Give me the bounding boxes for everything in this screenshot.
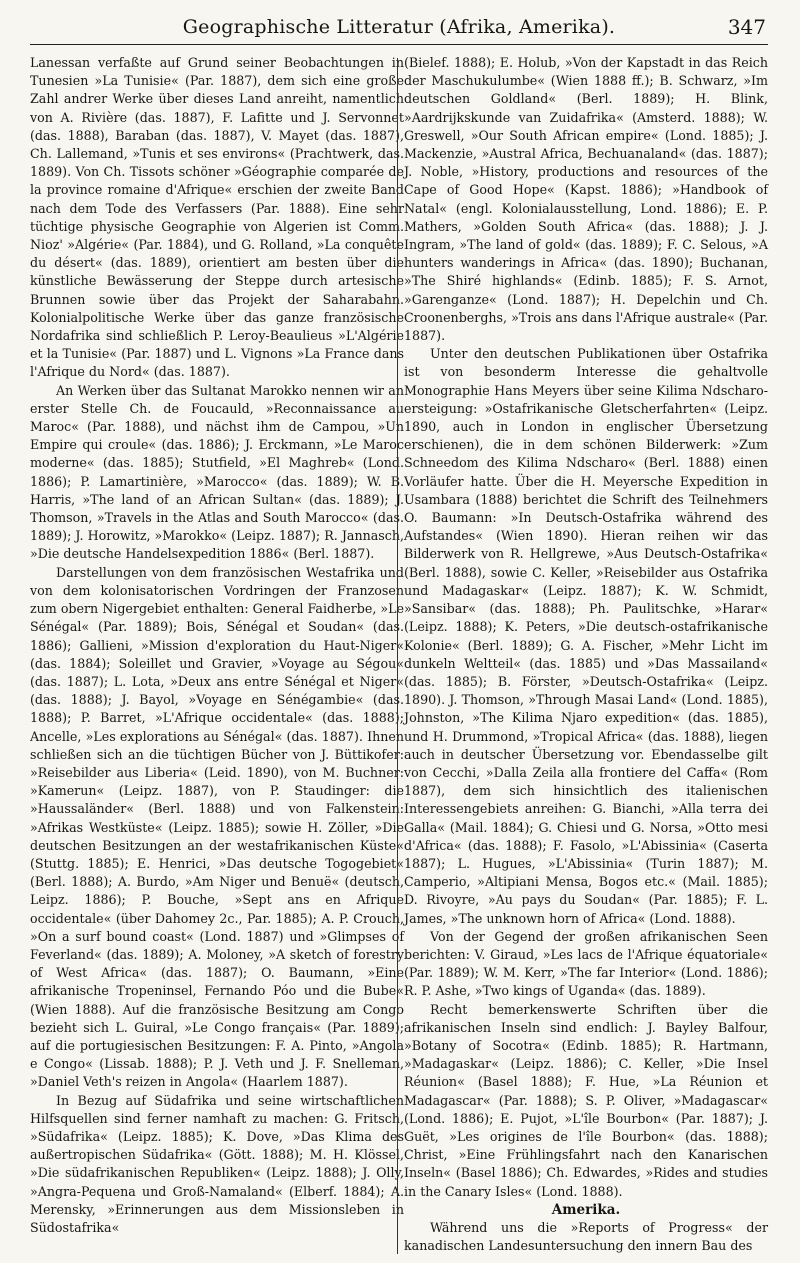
page-number: 347: [727, 15, 766, 39]
running-title: Geographische Litteratur (Afrika, Amerika).: [182, 16, 616, 38]
paragraph: Darstellungen von dem französischen Westafrika und von dem kolonisatorischen Vordringen der Franzosen zum obern Nigergebiet enthalten: General Faidherbe, »Le Sénégal« (Par. 1889); Bois, Sénégal et Soudan« (das. 1886); Gallieni, »Mission d'exploration du Haut-Niger« (das. 1884); Soleillet und Gravier, »Voyage au Ségou« (das. 1887); L. Lota, »Deux ans entre Sénégal et Niger« (das. 1888); J. Bayol, »Voyage en Sénégambie« (das. 1888); P. Barret, »L'Afrique occidentale« (das. 1888); Ancelle, »Les explorations au Sénégal« (das. 1887). Ihnen schließen sich an die tüchtigen Bücher von J. Büttikofer: »Reisebilder aus Liberia« (Leid. 1890), von M. Buchner: »Kamerun« (Leipz. 1887), von P. Staudinger: die »Haussaländer« (Berl. 1888) und von Falkenstein: »Afrikas Westküste« (Leipz. 1885); sowie H. Zöller, »Die deutschen Besitzungen an der westafrikanischen Küste« (Stuttg. 1885); E. Henrici, »Das deutsche Togogebiet« (Berl. 1888); A. Burdo, »Am Niger und Benuë« (deutsch, Leipz. 1886); P. Bouche, »Sept ans en Afrique occidentale« (über Dahomey 2c., Par. 1885); A. P. Crouch, »On a surf bound coast« (Lond. 1887) und »Glimpses of Feverland« (das. 1889); A. Moloney, »A sketch of forestry of West Africa« (das. 1887); O. Baumann, »Eine afrikanische Tropeninsel, Fernando Póo und die Bube« (Wien 1888). Auf die französische Besitzung am Congo bezieht sich L. Guiral, »Le Congo français« (Par. 1889); auf die portugiesischen Besitzungen: F. A. Pinto, »Angola e Congo« (Lissab. 1888); P. J. Veth und J. F. Snelleman, »Daniel Veth's reizen in Angola« (Haarlem 1887).: [30, 564, 404, 1090]
section-heading: Amerika.: [551, 1201, 621, 1218]
paragraph: In Bezug auf Südafrika und seine wirtschaftlichen Hilfsquellen sind ferner namhaft zu machen: G. Fritsch, »Südafrika« (Leipz. 1885); K. Dove, »Das Klima des außertropischen Südafrika« (Gött. 1888); M. H. Klössel, »Die südafrikanischen Republiken« (Leipz. 1888); J. Olly, »Angra-Pequena und Groß-Namaland« (Elberf. 1884); A. Merensky, »Erinnerungen aus dem Missionsleben in Südostafrika«: [30, 1092, 404, 1235]
paragraph: (Bielef. 1888); E. Holub, »Von der Kapstadt in das Reich der Maschukulumbe« (Wien 1888 ff.); B. Schwarz, »Im deutschen Goldland« (Berl. 1889); H. Blink, »Aardrijkskunde van Zuidafrika« (Amsterd. 1888); W. Greswell, »Our South African empire« (Lond. 1885); J. Mackenzie, »Austral Africa, Bechuanaland« (das. 1887); J. Noble, »History, productions and resources of the Cape of Good Hope« (Kapst. 1886); »Handbook of Natal« (engl. Kolonialausstellung, Lond. 1886); E. P. Mathers, »Golden South Africa« (das. 1888); J. J. Ingram, »The land of gold« (das. 1889); F. C. Selous, »A hunters wanderings in Africa« (das. 1890); Buchanan, »The Shiré highlands« (Edinb. 1885); F. S. Arnot, »Garenganze« (Lond. 1887); H. Depelchin und Ch. Croonenberghs, »Trois ans dans l'Afrique australe« (Par. 1887).: [404, 55, 768, 344]
right-column: [404, 54, 768, 1255]
page-header: [30, 12, 768, 45]
paragraph: Unter den deutschen Publikationen über Ostafrika ist von besonderm Interesse die gehaltvolle Monographie Hans Meyers über seine Kilima Ndscharo-ersteigung: »Ostafrikanische Gletscherfahrten« (Leipz. 1890, auch in London in englischer Übersetzung erschienen), die in dem schönen Bilderwerk: »Zum Schneedom des Kilima Ndscharo« (Berl. 1888) einen Vorläufer hatte. Über die H. Meyersche Expedition in Usambara (1888) berichtet die Schrift des Teilnehmers O. Baumann: »In Deutsch-Ostafrika während des Aufstandes« (Wien 1890). Hieran reihen wir das Bilderwerk von R. Hellgrewe, »Aus Deutsch-Ostafrika« (Berl. 1888), sowie C. Keller, »Reisebilder aus Ostafrika und Madagaskar« (Leipz. 1887); K. W. Schmidt, »Sansibar« (das. 1888); Ph. Paulitschke, »Harar« (Leipz. 1888); K. Peters, »Die deutsch-ostafrikanische Kolonie« (Berl. 1889); G. A. Fischer, »Mehr Licht im dunkeln Weltteil« (das. 1885) und »Das Massailand« (das. 1885); B. Förster, »Deutsch-Ostafrika« (Leipz. 1890). J. Thomson, »Through Masai Land« (Lond. 1885), Johnston, »The Kilima Njaro expedition« (das. 1885), und H. Drummond, »Tropical Africa« (das. 1888), liegen auch in deutscher Übersetzung vor. Ebendasselbe gilt von Cecchi, »Dalla Zeila alla frontiere del Caffa« (Rom 1887), dem sich hinsichtlich des italienischen Interessengebiets anreihen: G. Bianchi, »Alla terra dei Galla« (Mail. 1884); G. Chiesi und G. Norsa, »Otto mesi d'Africa« (das. 1888); F. Fasolo, »L'Abissinia« (Caserta 1887); L. Hugues, »L'Abissinia« (Turin 1887); M. Camperio, »Altipiani Mensa, Bogos etc.« (Mail. 1885); D. Rivoyre, »Au pays du Soudan« (Par. 1885); F. L. James, »The unknown horn of Africa« (Lond. 1888).: [404, 346, 768, 926]
paragraph: Lanessan verfaßte auf Grund seiner Beobachtungen in Tunesien »La Tunisie« (Par. 1887), dem sich eine große Zahl andrer Werke über dieses Land anreiht, namentlich von A. Rivière (das. 1887), F. Lafitte und J. Servonnet (das. 1888), Baraban (das. 1887), V. Mayet (das. 1887), Ch. Lallemand, »Tunis et ses environs« (Prachtwerk, das. 1889). Von Ch. Tissots schöner »Géographie comparée de la province romaine d'Afrique« erschien der zweite Band nach dem Tode des Verfassers (Par. 1888). Eine sehr tüchtige physische Geographie von Algerien ist Comm. Nioz' »Algérie« (Par. 1884), und G. Rolland, »La conquête du désert« (das. 1889), orientiert am besten über die künstliche Bewässerung der Steppe durch artesische Brunnen sowie über das Projekt der Saharabahn. Kolonialpolitische Werke über das ganze französische Nordafrika sind schließlich P. Leroy-Beaulieus »L'Algérie et la Tunisie« (Par. 1887) und L. Vignons »La France dans l'Afrique du Nord« (das. 1887).: [30, 55, 404, 380]
paragraph: Recht bemerkenswerte Schriften über die afrikanischen Inseln sind endlich: J. Bayley Balfour, »Botany of Socotra« (Edinb. 1885); R. Hartmann, »Madagaskar« (Leipz. 1886); C. Keller, »Die Insel Réunion« (Basel 1888); F. Hue, »La Réunion et Madagascar« (Par. 1888); S. P. Oliver, »Madagascar« (Lond. 1886); E. Pujot, »L'île Bourbon« (Par. 1887); J. Guët, »Les origines de l'île Bourbon« (das. 1888); Christ, »Eine Frühlingsfahrt nach den Kanarischen Inseln« (Basel 1886); Ch. Edwardes, »Rides and studies in the Canary Isles« (Lond. 1888).: [404, 1001, 768, 1199]
column-divider: [397, 58, 398, 1254]
paragraph: Während uns die »Reports of Progress« der kanadischen Landesuntersuchung den innern Bau des: [404, 1219, 768, 1253]
paragraph: Von der Gegend der großen afrikanischen Seen berichten: V. Giraud, »Les lacs de l'Afrique équatoriale« (Par. 1889); W. M. Kerr, »The far Interior« (Lond. 1886); R. P. Ashe, »Two kings of Uganda« (das. 1889).: [404, 928, 768, 999]
left-column: [30, 54, 404, 1237]
paragraph: An Werken über das Sultanat Marokko nennen wir an erster Stelle Ch. de Foucauld, »Reconnaissance au Maroc« (Par. 1888), und nächst ihm de Campou, »Un Empire qui croule« (das. 1886); J. Erckmann, »Le Maroc moderne« (das. 1885); Stutfield, »El Maghreb« (Lond. 1886); P. Lamartinière, »Marocco« (das. 1889); W. B. Harris, »The land of an African Sultan« (das. 1889); J. Thomson, »Travels in the Atlas and South Marocco« (das. 1889); J. Horowitz, »Marokko« (Leipz. 1887); R. Jannasch, »Die deutsche Handelsexpedition 1886« (Berl. 1887).: [30, 382, 404, 562]
